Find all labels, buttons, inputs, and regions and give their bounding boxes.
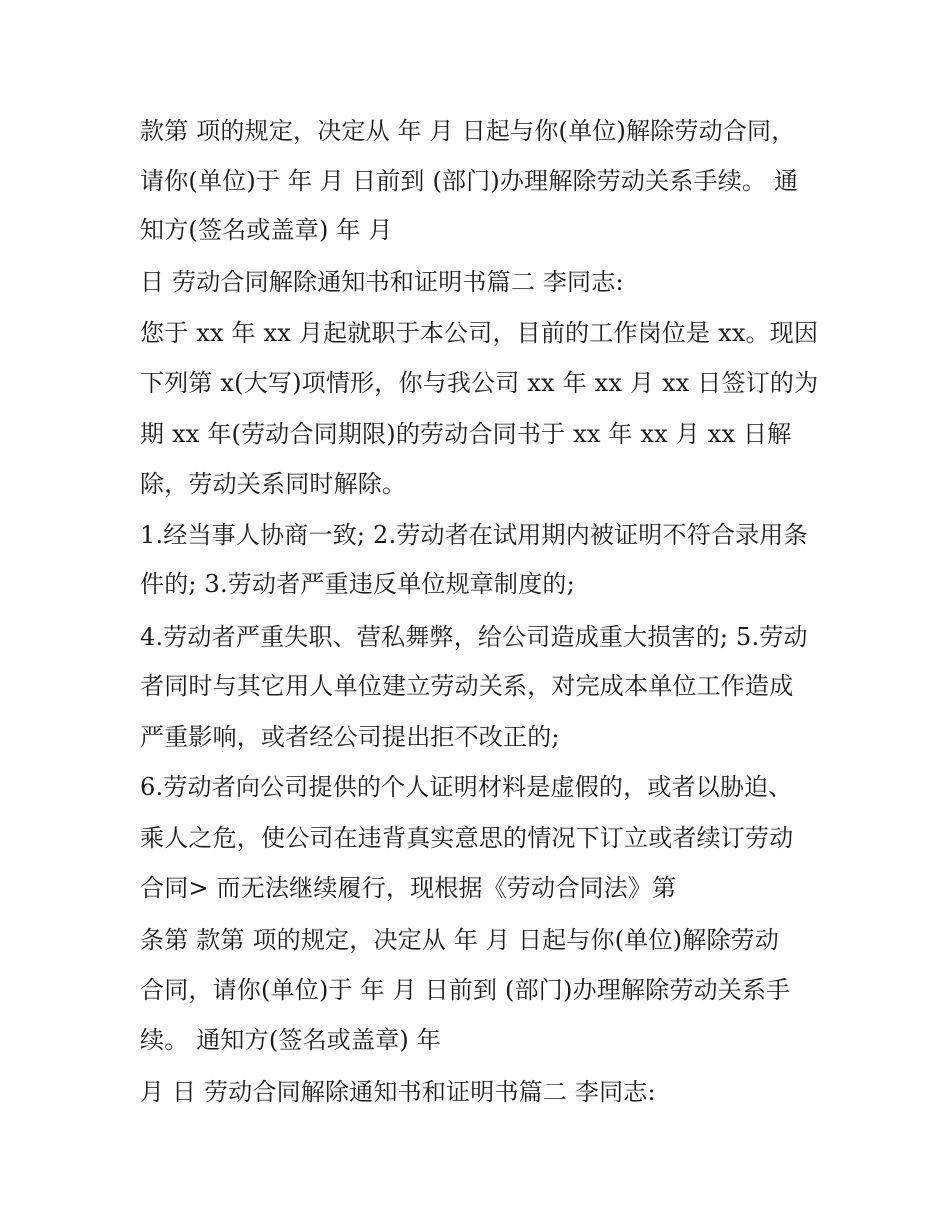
text-line: 1.经当事人协商一致; 2.劳动者在试用期内被证明不符合录用条 (140, 521, 808, 549)
text-line: 者同时与其它用人单位建立劳动关系，对完成本单位工作造成 (140, 672, 794, 700)
text-line: 合同，请你(单位)于 年 月 日前到 (部门)办理解除劳动关系手 (140, 976, 791, 1004)
text-line: 4.劳动者严重失职、营私舞弊，给公司造成重大损害的; 5.劳动 (140, 623, 808, 651)
text-line: 下列第 x(大写)项情形，你与我公司 xx 年 xx 月 xx 日签订的为 (140, 369, 819, 397)
text-line: 件的; 3.劳动者严重违反单位规章制度的; (140, 570, 575, 598)
text-line: 条第 款第 项的规定，决定从 年 月 日起与你(单位)解除劳动 (140, 926, 780, 954)
text-line: 除，劳动关系同时解除。 (140, 470, 407, 498)
text-line: 乘人之危，使公司在违背真实意思的情况下订立或者续订劳动 (140, 824, 794, 852)
text-line: 月 日 劳动合同解除通知书和证明书篇二 李同志: (140, 1078, 656, 1106)
text-line: 请你(单位)于 年 月 日前到 (部门)办理解除劳动关系手续。 通 (140, 167, 799, 195)
text-line: 6.劳动者向公司提供的个人证明材料是虚假的，或者以胁迫、 (140, 773, 793, 801)
text-line: 期 xx 年(劳动合同期限)的劳动合同书于 xx 年 xx 月 xx 日解 (140, 420, 792, 448)
text-line: 严重影响，或者经公司提出拒不改正的; (140, 723, 560, 751)
text-line: 日 劳动合同解除通知书和证明书篇二 李同志: (140, 268, 624, 296)
text-line: 您于 xx 年 xx 月起就职于本公司，目前的工作岗位是 xx。现因 (140, 319, 819, 347)
text-line: 知方(签名或盖章) 年 月 (140, 216, 393, 244)
text-line: 款第 项的规定，决定从 年 月 日起与你(单位)解除劳动合同， (140, 117, 796, 145)
text-line: 合同> 而无法继续履行，现根据《劳动合同法》第 (140, 874, 677, 902)
text-line: 续。 通知方(签名或盖章) 年 (140, 1026, 441, 1054)
